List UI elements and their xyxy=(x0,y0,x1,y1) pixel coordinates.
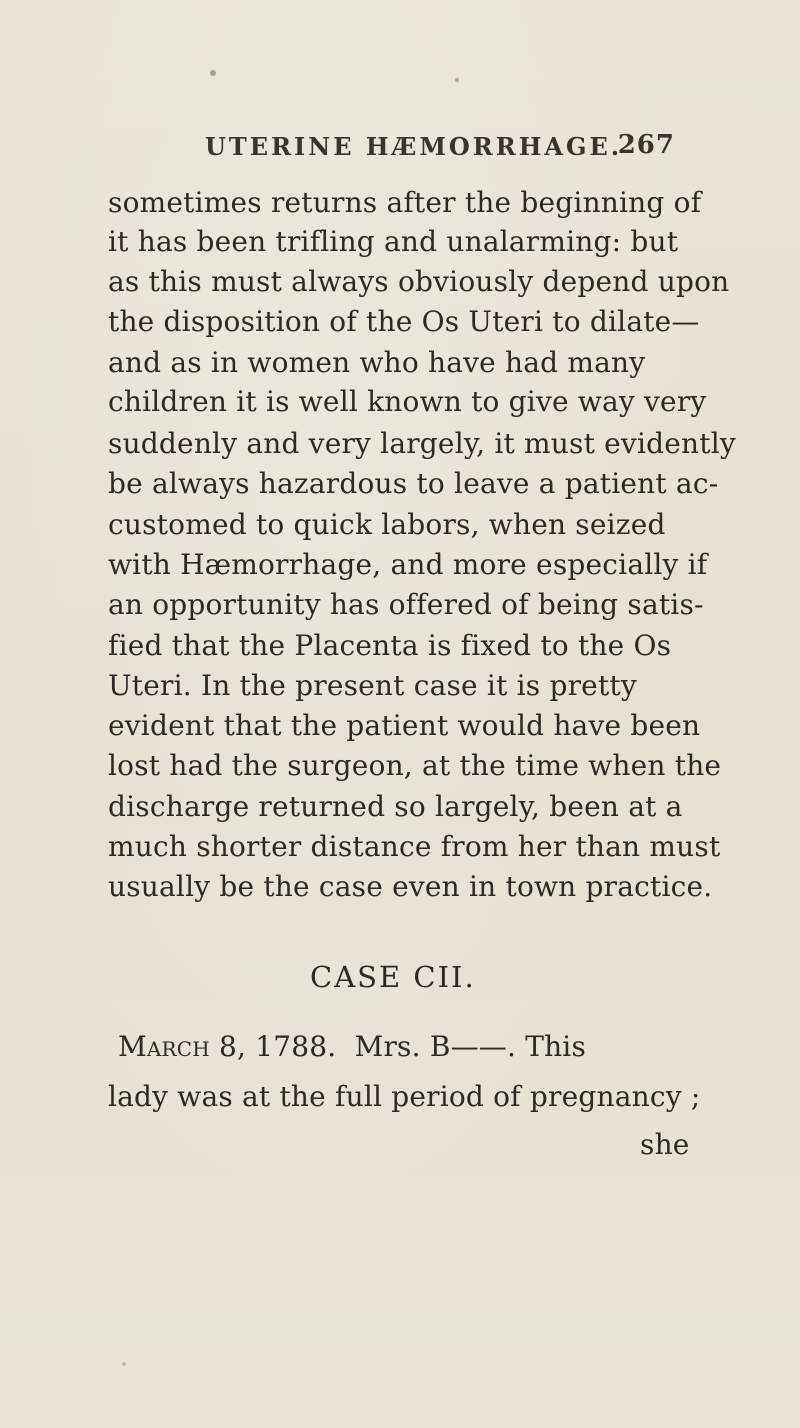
paper-speck xyxy=(455,78,459,82)
text-line: lost had the surgeon, at the time when the xyxy=(108,749,722,782)
text-line: with Hæmorrhage, and more especially if xyxy=(108,548,708,581)
case-text-line: lady was at the full period of pregnancy ; xyxy=(108,1080,701,1113)
text-line: usually be the case even in town practice. xyxy=(108,870,713,903)
text-line: fied that the Placenta is fixed to the Os xyxy=(108,629,672,662)
paper-speck xyxy=(210,70,216,76)
paper-speck xyxy=(122,1362,126,1366)
text-line: and as in women who have had many xyxy=(108,346,646,379)
case-opening-line xyxy=(118,1030,586,1063)
text-line: suddenly and very largely, it must evidently xyxy=(108,427,736,460)
catchword: she xyxy=(640,1128,690,1161)
text-line: Uteri. In the present case it is pretty xyxy=(108,669,637,702)
text-line: it has been trifling and unalarming: but xyxy=(108,225,679,258)
text-line: children it is well known to give way very xyxy=(108,385,707,418)
running-head xyxy=(205,132,675,172)
case-heading: CASE CII. xyxy=(310,960,476,994)
text-line: discharge returned so largely, been at a xyxy=(108,790,683,823)
text-line: customed to quick labors, when seized xyxy=(108,508,666,541)
text-line: an opportunity has offered of being satis- xyxy=(108,588,704,621)
text-line: evident that the patient would have been xyxy=(108,709,701,742)
text-line: be always hazardous to leave a patient ac- xyxy=(108,467,719,500)
case-patient: Mrs. B——. This xyxy=(354,1030,587,1063)
text-line: much shorter distance from her than must xyxy=(108,830,721,863)
page-number: 267 xyxy=(617,130,675,160)
text-line: sometimes returns after the beginning of xyxy=(108,186,702,219)
text-line: the disposition of the Os Uteri to dilate— xyxy=(108,305,700,338)
running-title: UTERINE HÆMORRHAGE. xyxy=(205,132,623,161)
case-date: March 8, 1788. xyxy=(118,1030,337,1063)
text-line: as this must always obviously depend upon xyxy=(108,265,730,298)
